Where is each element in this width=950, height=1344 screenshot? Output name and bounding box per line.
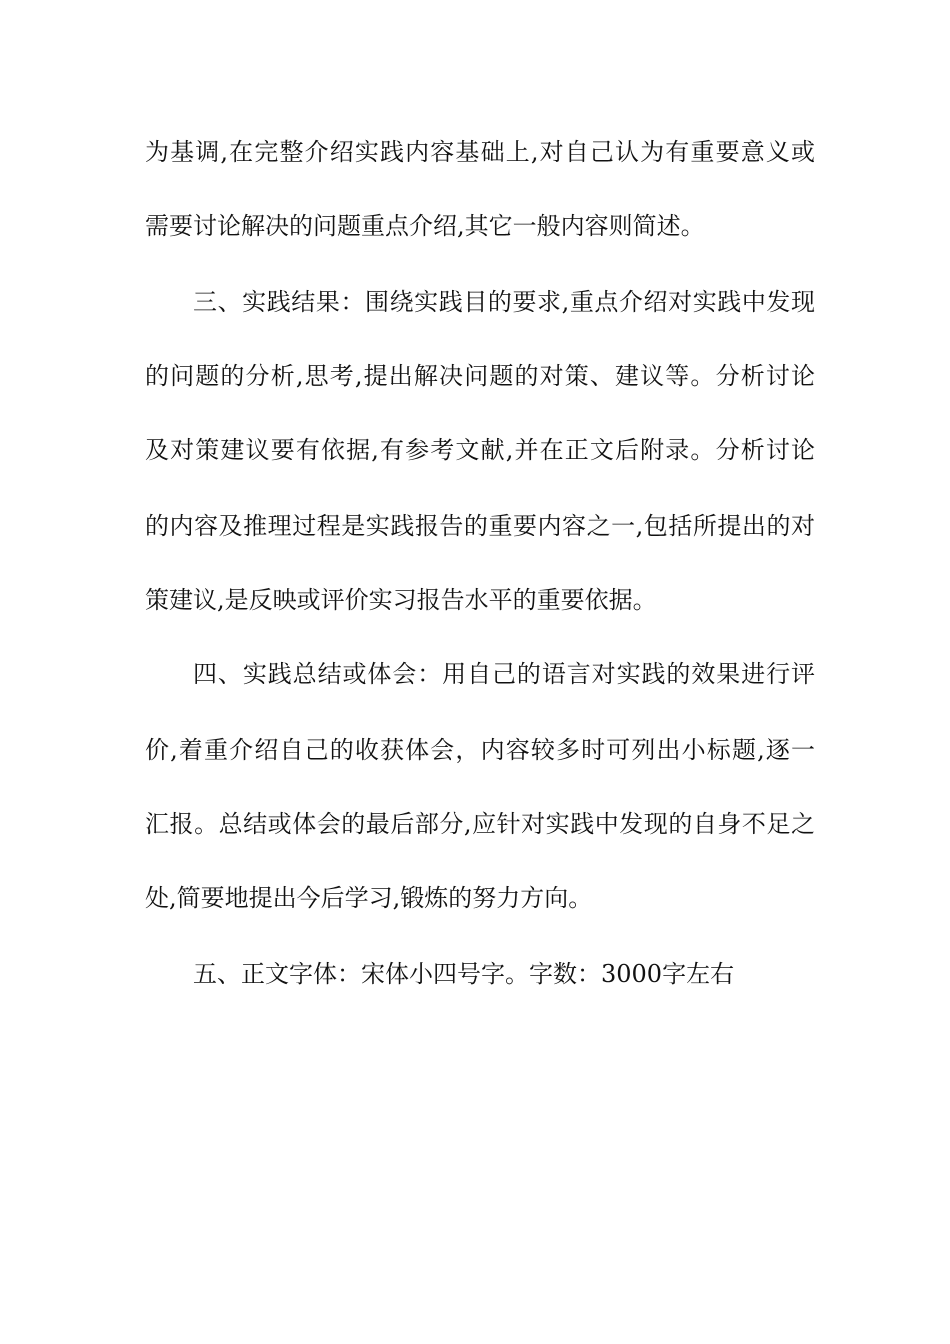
paragraph-line: 为基调,在完整介绍实践内容基础上,对自己认为有重要意义或 [145, 138, 815, 166]
paragraph-line: 汇报。总结或体会的最后部分,应针对实践中发现的自身不足之 [145, 810, 815, 838]
paragraph-line: 及对策建议要有依据,有参考文献,并在正文后附录。分析讨论 [145, 436, 815, 464]
section-heading-line: 三、实践结果：围绕实践目的要求,重点介绍对实践中发现 [193, 288, 815, 316]
paragraph-line: 的问题的分析,思考,提出解决问题的对策、建议等。分析讨论 [145, 362, 815, 390]
section-heading-line: 五、正文字体：宋体小四号字。字数：3000字左右 [193, 960, 735, 988]
paragraph-line: 价,着重介绍自己的收获体会，内容较多时可列出小标题,逐一 [145, 736, 815, 764]
paragraph-line: 策建议,是反映或评价实习报告水平的重要依据。 [145, 586, 657, 614]
section-heading-line: 四、实践总结或体会：用自己的语言对实践的效果进行评 [193, 660, 815, 688]
paragraph-line: 的内容及推理过程是实践报告的重要内容之一,包括所提出的对 [145, 512, 815, 540]
paragraph-line: 需要讨论解决的问题重点介绍,其它一般内容则简述。 [145, 212, 705, 240]
paragraph-line: 处,简要地提出今后学习,锻炼的努力方向。 [145, 884, 593, 912]
